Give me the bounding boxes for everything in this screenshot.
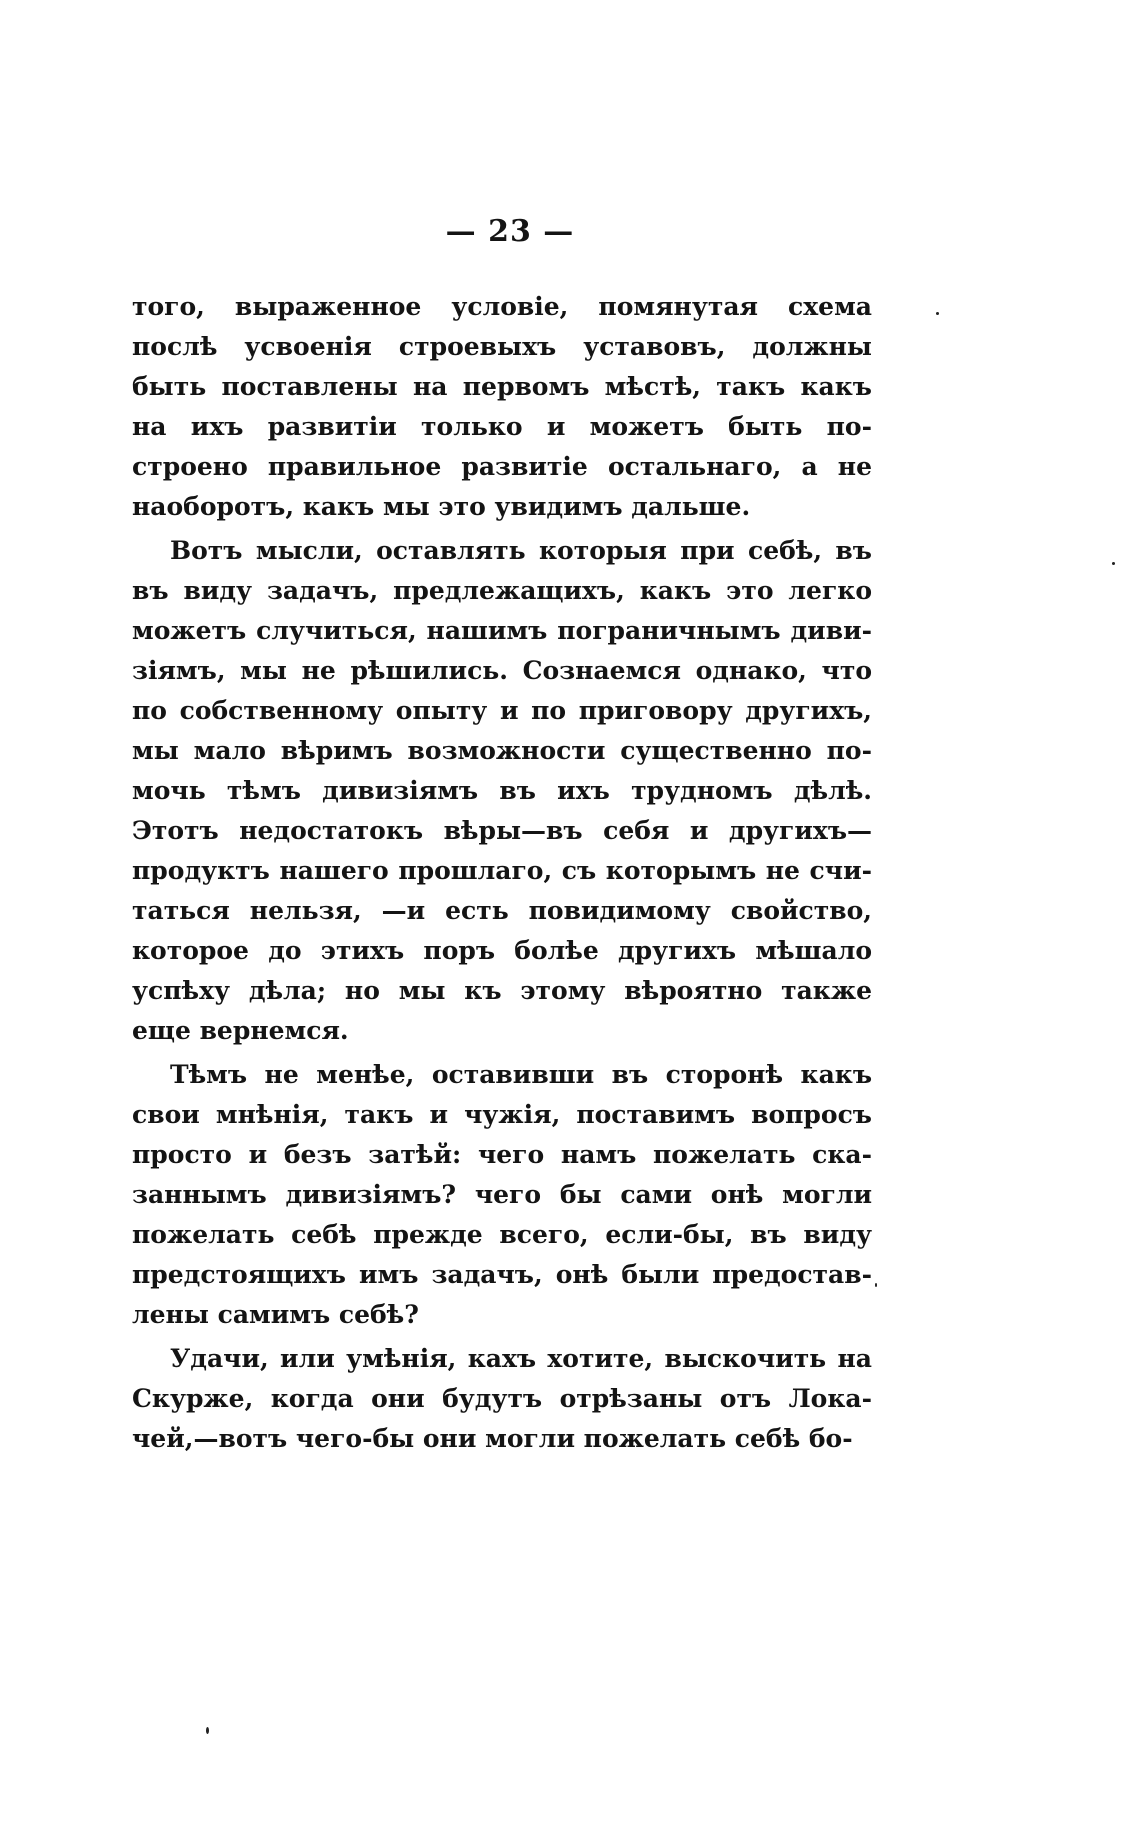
text-line: предстоящихъ имъ задачъ, онѣ были предостав- <box>132 1260 872 1289</box>
text-line: свои мнѣнія, такъ и чужія, поставимъ вопросъ <box>132 1100 872 1129</box>
text-line: просто и безъ затѣй: чего намъ пожелать ска- <box>132 1140 872 1169</box>
text-line: того, выраженное условіе, помянутая схема <box>132 292 872 321</box>
text-line: чей,—вотъ чего-бы они могли пожелать себѣ бо- <box>132 1424 853 1453</box>
paragraph <box>132 1339 872 1459</box>
scan-speck <box>936 312 939 315</box>
text-line: Этотъ недостатокъ вѣры—въ себя и другихъ— <box>132 816 872 845</box>
text-line: Вотъ мысли, оставлять которыя при себѣ, въ <box>170 536 872 565</box>
scan-speck <box>875 1283 877 1287</box>
scan-speck <box>1112 562 1115 565</box>
paragraph <box>132 287 872 527</box>
text-line: послѣ усвоенія строевыхъ уставовъ, должны <box>132 332 872 361</box>
body-text <box>132 287 872 1459</box>
text-line: строено правильное развитіе остальнаго, а не <box>132 452 872 481</box>
text-line: зіямъ, мы не рѣшились. Сознаемся однако, что <box>132 656 872 685</box>
paragraph <box>132 531 872 1051</box>
text-line: Скурже, когда они будутъ отрѣзаны отъ Лока- <box>132 1384 872 1413</box>
text-line: наоборотъ, какъ мы это увидимъ дальше. <box>132 492 751 521</box>
text-line: по собственному опыту и по приговору другихъ, <box>132 696 872 725</box>
text-line: въ виду задачъ, предлежащихъ, какъ это легко <box>132 576 872 605</box>
paragraph <box>132 1055 872 1335</box>
text-line: можетъ случиться, нашимъ пограничнымъ диви- <box>132 616 872 645</box>
text-line: мочь тѣмъ дивизіямъ въ ихъ трудномъ дѣлѣ. <box>132 776 872 805</box>
text-line: еще вернемся. <box>132 1016 349 1045</box>
text-line: заннымъ дивизіямъ? чего бы сами онѣ могли <box>132 1180 872 1209</box>
text-line: успѣху дѣла; но мы къ этому вѣроятно также <box>132 976 872 1005</box>
text-line: пожелать себѣ прежде всего, если-бы, въ виду <box>132 1220 872 1249</box>
text-line: Удачи, или умѣнія, кахъ хотите, выскочить на <box>170 1344 872 1373</box>
text-line: мы мало вѣримъ возможности существенно по- <box>132 736 872 765</box>
text-line: таться нельзя, —и есть повидимому свойство, <box>132 896 872 925</box>
page-number: — 23 — <box>445 214 575 249</box>
text-line: на ихъ развитіи только и можетъ быть по- <box>132 412 872 441</box>
text-line: лены самимъ себѣ? <box>132 1300 419 1329</box>
text-line: быть поставлены на первомъ мѣстѣ, такъ какъ <box>132 372 872 401</box>
text-line: которое до этихъ поръ болѣе другихъ мѣшало <box>132 936 872 965</box>
text-line: продуктъ нашего прошлаго, съ которымъ не счи- <box>132 856 872 885</box>
text-line: Тѣмъ не менѣе, оставивши въ сторонѣ какъ <box>170 1060 872 1089</box>
scan-speck <box>206 1727 209 1734</box>
